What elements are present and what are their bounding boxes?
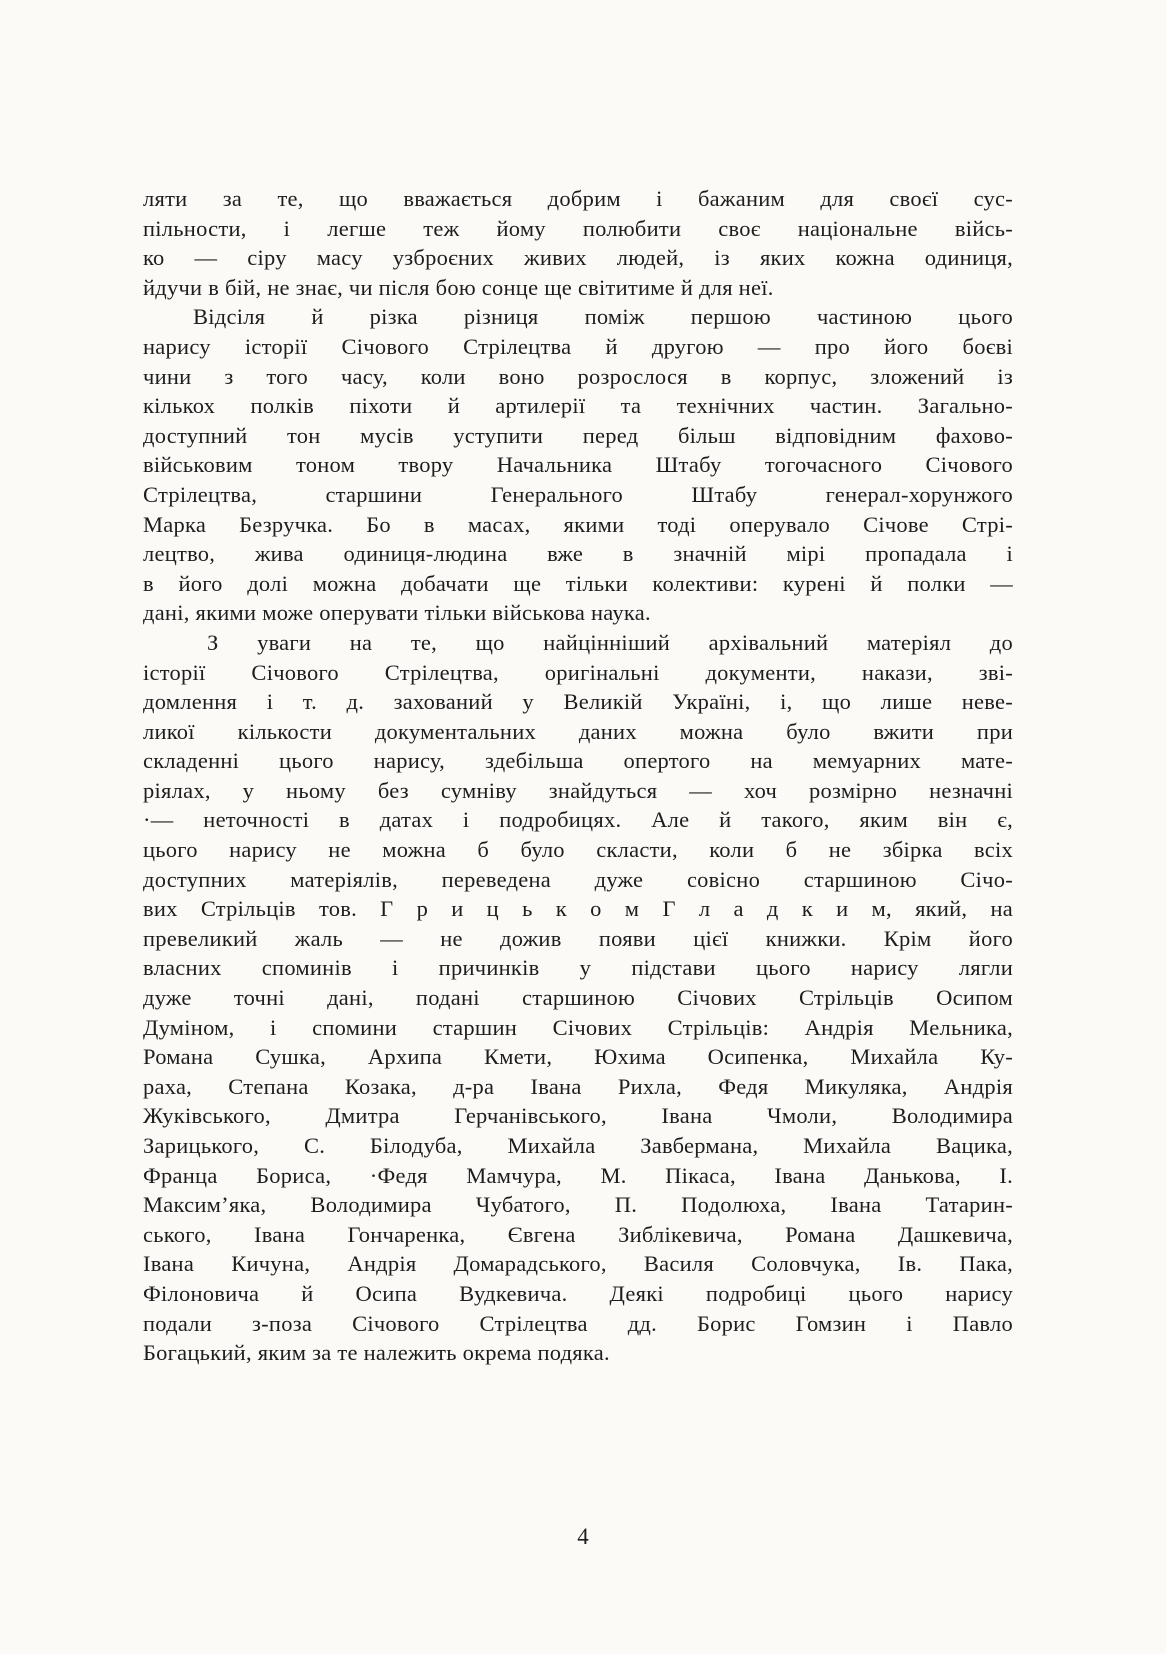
text-line: цього нарису не можна б було скласти, коли б не збірка всіх — [143, 837, 1013, 863]
text-line: військовим тоном твору Начальника Штабу тогочасного Січового — [143, 452, 1013, 478]
text-line: раха, Степана Козака, д-ра Івана Рихла, Федя Микуляка, Андрія — [143, 1073, 1013, 1099]
text-line: дані, якими може оперувати тільки військова наука. — [143, 600, 651, 626]
text-line: пільности, і легше теж йому полюбити своє національне війсь- — [143, 215, 1013, 241]
text-line: ського, Івана Гончаренка, Євгена Зиблікевича, Романа Дашкевича, — [143, 1221, 1013, 1247]
text-line: Максим’яка, Володимира Чубатого, П. Подолюха, Івана Татарин- — [143, 1192, 1013, 1218]
text-line: нарису історії Січового Стрілецтва й другою — про його боєві — [143, 333, 1013, 359]
text-line: Марка Безручка. Бо в масах, якими тоді оперувало Січове Стрі- — [143, 511, 1013, 537]
paragraph — [143, 302, 1013, 628]
text-line: превеликий жаль — не дожив появи цієї книжки. Крім його — [143, 925, 1013, 951]
text-line: Франца Бориса, ·Федя Мамчура, М. Пікаса, Івана Данькова, І. — [143, 1162, 1013, 1188]
text-line: Філоновича й Осипа Вудкевича. Деякі подробиці цього нарису — [143, 1280, 1013, 1306]
text-line: вих Стрільців тов. Г р и ц ь к о м Г л а д к и м, який, на — [143, 896, 1013, 922]
text-line: ликої кількости документальних даних можна було вжити при — [143, 718, 1013, 744]
text-line: Думіном, і спомини старшин Січових Стрільців: Андрія Мельника, — [143, 1014, 1013, 1040]
paragraph — [143, 184, 1013, 302]
text-line: доступний тон мусів уступити перед більш відповідним фахово- — [143, 422, 1013, 448]
text-line: власних споминів і причинків у підстави цього нарису лягли — [143, 955, 1013, 981]
text-line: історії Січового Стрілецтва, оригінальні документи, накази, зві- — [143, 659, 1013, 685]
body-text — [143, 184, 1013, 1368]
text-line: в його долі можна добачати ще тільки колективи: курені й полки — — [143, 570, 1013, 596]
text-line: Жуківського, Дмитра Герчанівського, Івана Чмоли, Володимира — [143, 1103, 1013, 1129]
text-line: Відсіля й різка різниця поміж першою частиною цього — [193, 304, 1013, 330]
text-line: дуже точні дані, подані старшиною Січових Стрільців Осипом — [143, 985, 1013, 1011]
text-line: Богацький, яким за те належить окрема подяка. — [143, 1340, 610, 1366]
text-line: ляти за те, що вважається добрим і бажаним для своєї сус- — [143, 186, 1013, 211]
text-line: Романа Сушка, Архипа Кмети, Юхима Осипенка, Михайла Ку- — [143, 1044, 1013, 1070]
page-number: 4 — [577, 1524, 589, 1549]
text-line: Зарицького, С. Білодуба, Михайла Завбермана, Михайла Вацика, — [143, 1133, 1013, 1158]
paragraph — [143, 628, 1013, 1368]
text-line: лецтво, жива одиниця-людина вже в значній мірі пропадала і — [143, 541, 1013, 567]
text-line: Стрілецтва, старшини Генерального Штабу генерал-хорунжого — [143, 481, 1013, 507]
text-line: складенні цього нарису, здебільша опертого на мемуарних мате- — [143, 748, 1013, 774]
text-line: ріялах, у ньому без сумніву знайдуться — хоч розмірно незначні — [143, 777, 1013, 803]
text-line: З уваги на те, що найцінніший архівальний матеріял до — [207, 629, 1013, 655]
text-line: кількох полків піхоти й артилерії та технічних частин. Загально- — [143, 393, 1013, 419]
text-line: ко — сіру масу узброєних живих людей, із яких кожна одиниця, — [143, 245, 1013, 271]
text-line: чини з того часу, коли воно розрослося в корпус, зложений із — [143, 363, 1013, 389]
text-line: Івана Кичуна, Андрія Домарадського, Василя Соловчука, Ів. Пака, — [143, 1251, 1013, 1277]
text-line: йдучи в бій, не знає, чи після бою сонце ще світитиме й для неї. — [143, 274, 774, 300]
text-line: подали з-поза Січового Стрілецтва дд. Борис Гомзин і Павло — [143, 1310, 1013, 1336]
text-line: доступних матеріялів, переведена дуже совісно старшиною Січо- — [143, 866, 1013, 892]
text-line: домлення і т. д. захований у Великій Україні, і, що лише неве- — [143, 689, 1013, 715]
text-line: ·— неточності в датах і подробицях. Але й такого, яким він є, — [143, 807, 1013, 833]
